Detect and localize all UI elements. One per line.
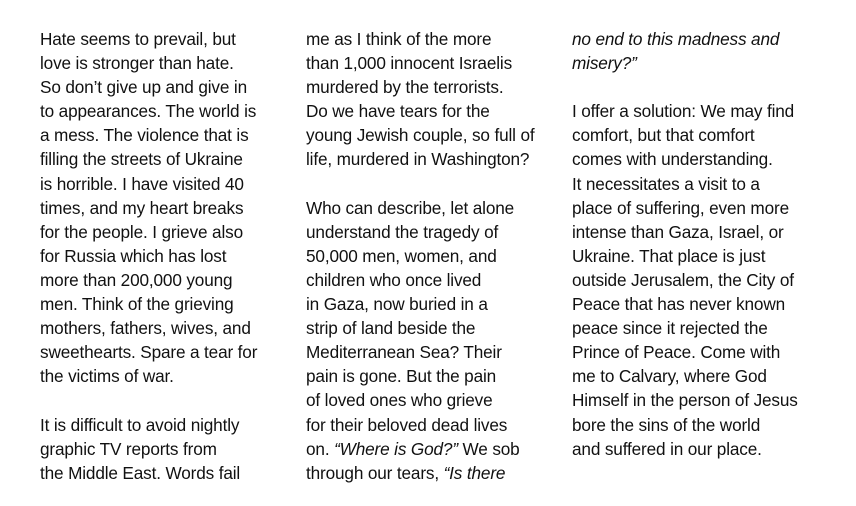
text-line: me as I think of the more	[306, 29, 492, 49]
text-line: Prince of Peace. Come with	[572, 342, 781, 363]
paragraph	[306, 27, 556, 172]
quote-italic: “Is there	[443, 462, 506, 483]
text-line: outside Jerusalem, the City of	[572, 269, 794, 290]
text-line: graphic TV reports from	[40, 438, 217, 459]
text-line: for their beloved dead lives	[306, 414, 508, 435]
text-line: understand the tragedy of	[306, 221, 499, 242]
text-line: 50,000 men, women, and	[306, 245, 497, 266]
text-line: strip of land beside the	[306, 318, 476, 339]
paragraph-gap	[306, 172, 556, 196]
text-line: than 1,000 innocent Israelis	[306, 53, 513, 74]
paragraph	[306, 196, 556, 485]
text-line: Do we have tears for the	[306, 101, 490, 122]
text-line: bore the sins of the world	[572, 414, 761, 435]
text-line: Who can describe, let alone	[306, 197, 515, 218]
text-fragment: through our tears,	[306, 462, 444, 483]
quote-italic: misery?”	[572, 53, 637, 74]
paragraph-gap	[40, 388, 290, 412]
text-line: comfort, but that comfort	[572, 125, 755, 146]
text-line: the Middle East. Words fail	[40, 462, 241, 483]
text-line: more than 200,000 young	[40, 269, 233, 290]
text-line: and suffered in our place.	[572, 438, 762, 459]
paragraph	[40, 413, 290, 485]
text-line: me to Calvary, where God	[572, 366, 767, 387]
text-line: filling the streets of Ukraine	[40, 149, 243, 170]
text-fragment: We sob	[457, 438, 520, 459]
text-line: of loved ones who grieve	[306, 390, 493, 411]
text-line: to appearances. The world is	[40, 101, 257, 122]
text-line: children who once lived	[306, 269, 482, 290]
text-line: It is difficult to avoid nightly	[40, 414, 240, 435]
text-line: is horrible. I have visited 40	[40, 173, 244, 194]
text-line: murdered by the terrorists.	[306, 77, 504, 98]
text-line: Mediterranean Sea? Their	[306, 342, 502, 363]
text-line: Hate seems to prevail, but	[40, 29, 236, 49]
text-line: in Gaza, now buried in a	[306, 294, 488, 315]
text-line: comes with understanding.	[572, 149, 773, 170]
paragraph-gap	[572, 75, 822, 99]
text-line: life, murdered in Washington?	[306, 149, 530, 170]
text-line: the victims of war.	[40, 366, 174, 387]
text-column-3	[572, 27, 822, 461]
text-column-1	[40, 27, 290, 485]
text-line: peace since it rejected the	[572, 318, 768, 339]
text-line: sweethearts. Spare a tear for	[40, 342, 258, 363]
paragraph	[40, 27, 290, 388]
text-line: Himself in the person of Jesus	[572, 390, 798, 411]
text-line: love is stronger than hate.	[40, 53, 234, 74]
quote-continuation	[572, 27, 822, 75]
text-line: pain is gone. But the pain	[306, 366, 497, 387]
text-line: place of suffering, even more	[572, 197, 789, 218]
text-line: intense than Gaza, Israel, or	[572, 221, 784, 242]
text-line: times, and my heart breaks	[40, 197, 244, 218]
text-line: mothers, fathers, wives, and	[40, 318, 251, 339]
quote-italic: “Where is God?”	[334, 438, 458, 459]
text-column-2	[306, 27, 556, 485]
text-line: for Russia which has lost	[40, 245, 227, 266]
text-line: So don’t give up and give in	[40, 77, 247, 98]
text-fragment: on.	[306, 438, 335, 459]
text-line-mixed	[306, 437, 556, 461]
text-line: Peace that has never known	[572, 294, 785, 315]
text-line: I offer a solution: We may find	[572, 101, 795, 122]
text-line: men. Think of the grieving	[40, 294, 234, 315]
quote-italic: no end to this madness and	[572, 29, 780, 49]
text-line: It necessitates a visit to a	[572, 173, 760, 194]
paragraph	[572, 99, 822, 460]
text-line-mixed	[306, 461, 556, 485]
text-line: a mess. The violence that is	[40, 125, 249, 146]
text-line: for the people. I grieve also	[40, 221, 243, 242]
text-line: Ukraine. That place is just	[572, 245, 766, 266]
text-line: young Jewish couple, so full of	[306, 125, 535, 146]
